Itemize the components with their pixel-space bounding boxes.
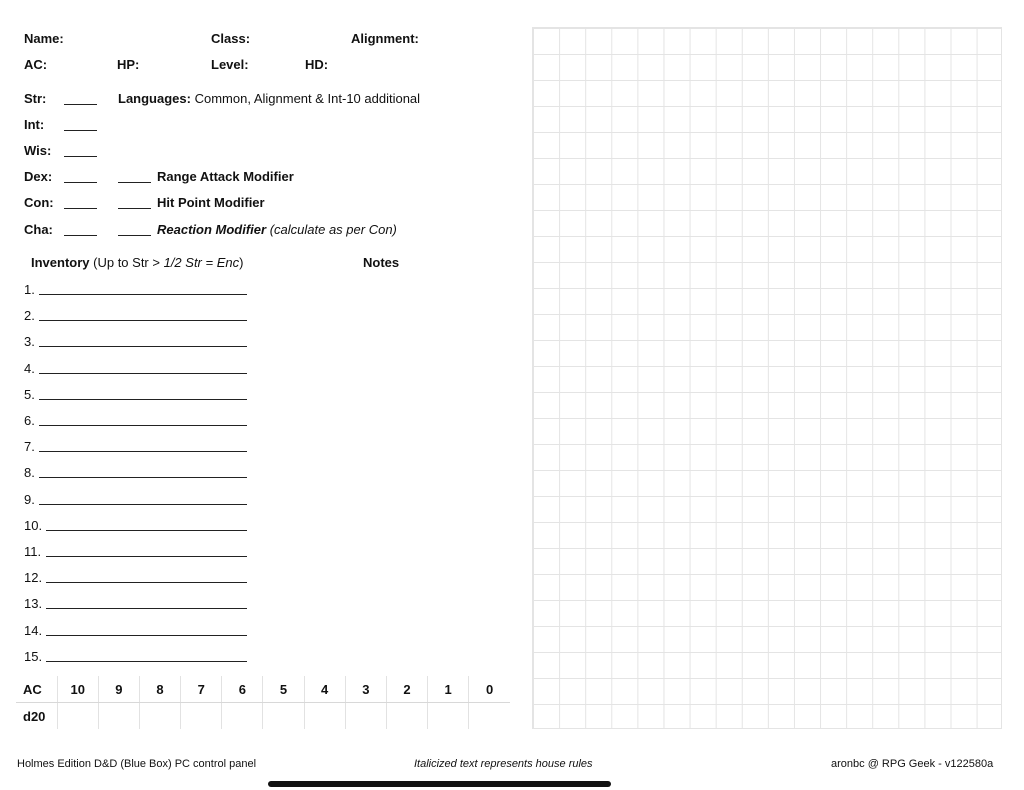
inventory-item-line[interactable]	[46, 608, 247, 609]
ac-value-cell: 1	[428, 676, 469, 703]
wis-blank	[64, 155, 97, 157]
d20-row-label: d20	[23, 708, 46, 724]
inventory-item	[24, 282, 35, 298]
d20-value-cell[interactable]	[386, 703, 427, 730]
d20-value-cell[interactable]	[139, 703, 180, 730]
ac-d20-table	[16, 676, 510, 729]
inventory-item	[24, 570, 42, 586]
inventory-note-italic: 1/2 Str = Enc	[163, 255, 240, 270]
d20-value-cell[interactable]	[57, 703, 98, 730]
ac-value-cell: 0	[469, 676, 510, 703]
wis-label: Wis:	[24, 143, 52, 158]
inventory-item-line[interactable]	[39, 425, 247, 426]
notes-grid	[532, 27, 1002, 729]
inventory-item-line[interactable]	[39, 320, 247, 321]
dex-blank	[64, 181, 97, 183]
inventory-item-line[interactable]	[39, 399, 247, 400]
inventory-item	[24, 334, 35, 350]
inventory-header	[31, 255, 243, 270]
alignment-label: Alignment:	[351, 31, 419, 46]
languages-line	[118, 91, 420, 106]
ac-value-cell: 8	[139, 676, 180, 703]
ac-value-cell: 4	[304, 676, 345, 703]
d20-value-cell[interactable]	[469, 703, 510, 730]
inventory-item-number: 5.	[24, 386, 35, 402]
inventory-item-line[interactable]	[39, 346, 247, 347]
reaction-modifier-line	[157, 222, 397, 237]
inventory-item	[24, 465, 35, 481]
inventory-item-number: 11.	[24, 544, 42, 559]
inventory-item-number: 1.	[24, 282, 35, 297]
inventory-item	[24, 361, 35, 377]
inventory-item	[24, 544, 41, 560]
inventory-item-number: 8.	[24, 465, 35, 481]
languages-label: Languages:	[118, 91, 191, 106]
int-blank	[64, 129, 97, 131]
inventory-item-number: 2.	[24, 308, 35, 324]
d20-value-cell[interactable]	[222, 703, 263, 730]
dex-label: Dex:	[24, 169, 53, 184]
reaction-modifier-note: (calculate as per Con)	[269, 222, 397, 237]
reaction-modifier-label: Reaction Modifier	[157, 222, 267, 237]
inventory-item	[24, 308, 35, 324]
inventory-item-line[interactable]	[46, 556, 247, 557]
ac-value-cell: 6	[222, 676, 263, 703]
hp-label: HP:	[117, 57, 140, 72]
range-mod-blank	[118, 181, 151, 183]
languages-value: Common, Alignment & Int-10 additional	[194, 91, 421, 106]
reaction-mod-blank	[118, 234, 151, 236]
d20-value-cell[interactable]	[263, 703, 304, 730]
notes-label: Notes	[363, 255, 400, 270]
con-label: Con:	[24, 195, 54, 210]
ac-value-cell: 10	[57, 676, 98, 703]
str-label: Str:	[24, 91, 47, 106]
inventory-item-number: 7.	[24, 439, 35, 455]
inventory-item-number: 14.	[24, 622, 43, 638]
cha-blank	[64, 234, 97, 236]
inventory-item-number: 12.	[24, 570, 43, 586]
name-label: Name:	[24, 31, 64, 46]
ac-row	[16, 676, 510, 703]
inventory-item	[24, 439, 35, 455]
inventory-item-line[interactable]	[46, 582, 247, 583]
inventory-item	[24, 492, 35, 508]
footer-house-rules-note: Italicized text represents house rules	[414, 758, 593, 770]
d20-value-cell[interactable]	[98, 703, 139, 730]
inventory-item-line[interactable]	[39, 504, 247, 505]
inventory-item-line[interactable]	[46, 530, 247, 531]
home-indicator[interactable]	[268, 781, 611, 787]
inventory-item	[24, 596, 42, 612]
footer-credit: aronbc @ RPG Geek - v122580a	[831, 758, 994, 770]
inventory-item-number: 9.	[24, 491, 35, 507]
ac-row-label: AC	[16, 676, 57, 703]
inventory-item-number: 4.	[24, 360, 35, 376]
inventory-item	[24, 623, 42, 639]
con-blank	[64, 207, 97, 209]
str-blank	[64, 103, 97, 105]
d20-row	[16, 703, 510, 730]
d20-value-cell[interactable]	[181, 703, 222, 730]
ac-value-cell: 2	[386, 676, 427, 703]
hd-label: HD:	[305, 57, 329, 72]
class-label: Class:	[211, 31, 251, 46]
ac-value-cell: 7	[181, 676, 222, 703]
ac-value-cell: 5	[263, 676, 304, 703]
hp-mod-blank	[118, 207, 151, 209]
inventory-item-number: 10.	[24, 517, 43, 533]
ac-label: AC:	[24, 57, 48, 72]
inventory-item-line[interactable]	[39, 451, 247, 452]
inventory-item-number: 3.	[24, 334, 35, 350]
d20-value-cell[interactable]	[428, 703, 469, 730]
int-label: Int:	[24, 117, 45, 132]
d20-value-cell[interactable]	[345, 703, 386, 730]
inventory-item	[24, 649, 42, 665]
inventory-item-number: 6.	[24, 413, 35, 428]
level-label: Level:	[211, 57, 249, 72]
ac-value-cell: 3	[345, 676, 386, 703]
inventory-item-line[interactable]	[39, 477, 247, 478]
range-modifier-label: Range Attack Modifier	[157, 169, 294, 184]
inventory-item	[24, 387, 35, 403]
inventory-item-number: 13.	[24, 596, 43, 612]
inventory-item	[24, 413, 35, 429]
inventory-item	[24, 518, 42, 534]
hit-point-modifier-label: Hit Point Modifier	[157, 195, 265, 210]
cha-label: Cha:	[24, 222, 53, 237]
inventory-item-line[interactable]	[46, 635, 247, 636]
d20-value-cell[interactable]	[304, 703, 345, 730]
inventory-note-prefix: (Up to Str >	[93, 255, 164, 270]
footer-title: Holmes Edition D&D (Blue Box) PC control panel	[17, 758, 257, 770]
ac-value-cell: 9	[98, 676, 139, 703]
inventory-note-suffix: )	[239, 255, 244, 270]
inventory-item-line[interactable]	[46, 661, 247, 662]
inventory-title: Inventory	[31, 255, 90, 270]
inventory-item-line[interactable]	[39, 373, 247, 374]
inventory-item-line[interactable]	[39, 294, 247, 295]
inventory-item-number: 15.	[24, 648, 43, 664]
